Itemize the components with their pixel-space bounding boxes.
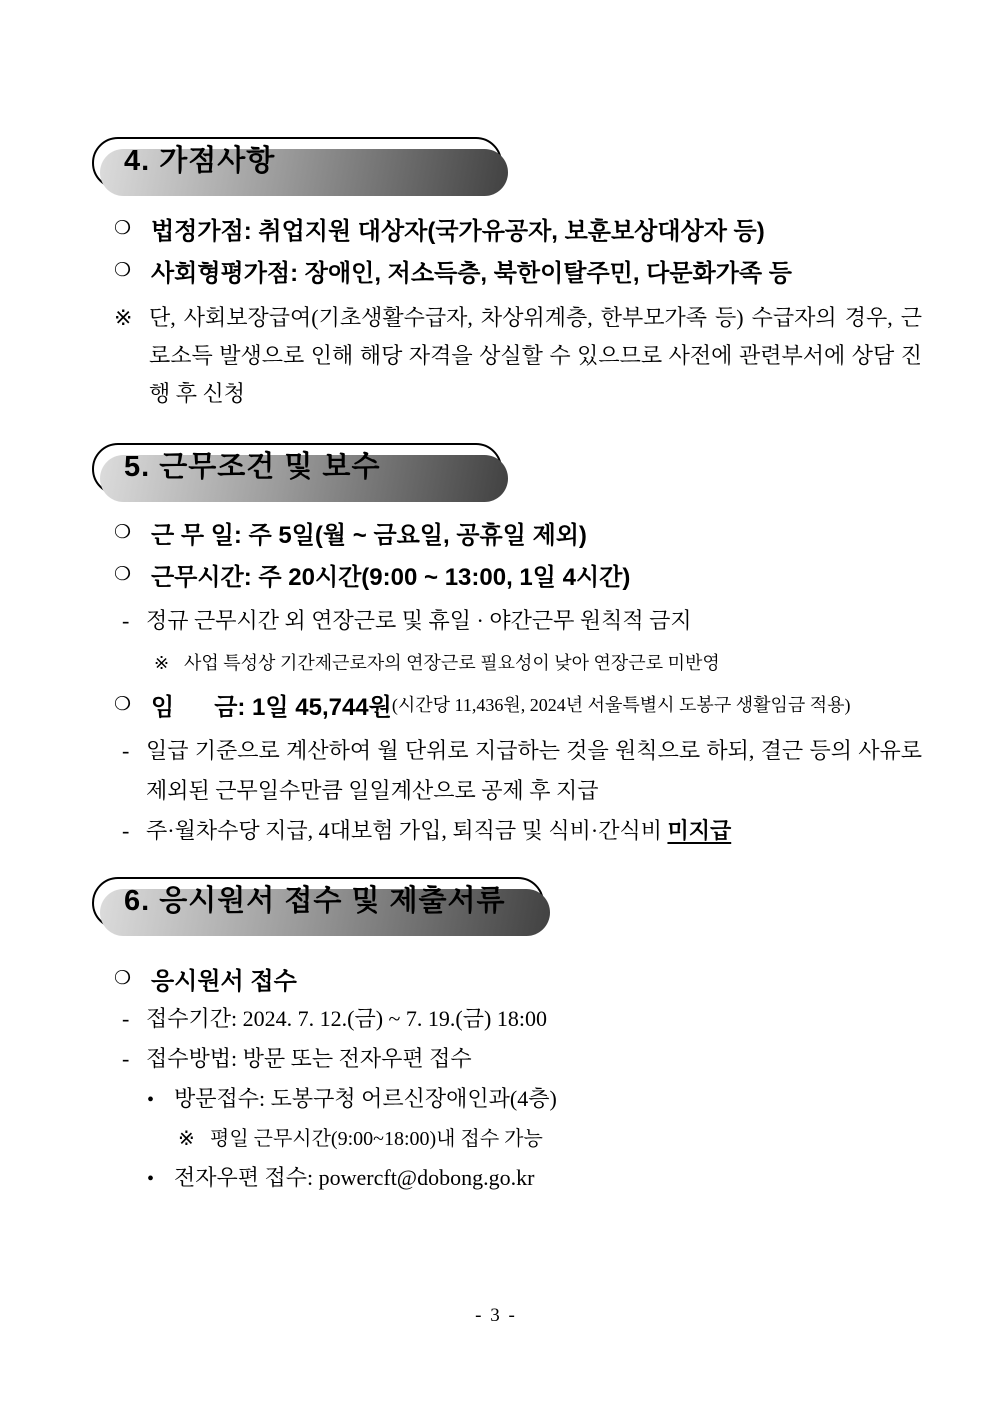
application-period-text: 접수기간: 2024. 7. 12.(금) ~ 7. 19.(금) 18:00 <box>146 1006 547 1031</box>
visit-receipt <box>147 1079 922 1120</box>
dash-bullet-icon: - <box>122 818 130 843</box>
visit-note <box>178 1120 922 1158</box>
wage-detail: (시간당 11,436원, 2024년 서울특별시 도봉구 생활임금 적용) <box>391 695 851 715</box>
reference-mark-icon: ※ <box>154 653 170 673</box>
list-item-wage <box>114 681 922 727</box>
wage-label: 임 금: <box>151 693 246 721</box>
section-header-application <box>92 877 544 929</box>
section-title: 6. 응시원서 접수 및 제출서류 <box>124 885 506 917</box>
circle-bullet-icon: ❍ <box>114 563 132 585</box>
benefits-text: 주·월차수당 지급, 4대보험 가입, 퇴직금 및 식비·간식비 <box>146 818 668 843</box>
list-item-text: 법정가점: 취업지원 대상자(국가유공자, 보훈보상대상자 등) <box>151 217 765 245</box>
circle-bullet-icon: ❍ <box>114 217 132 239</box>
overtime-rule <box>122 601 922 641</box>
list-item-text: 근 무 일: 주 5일(월 ~ 금요일, 공휴일 제외) <box>151 521 587 549</box>
caution-note <box>114 299 922 413</box>
caution-note-text: 단, 사회보장급여(기초생활수급자, 차상위계층, 한부모가족 등) 수급자의 경우, 근로소득 발생으로 인해 해당 자격을 상실할 수 있으므로 사전에 관련부서에 상담 진행 후 신청 <box>149 305 922 406</box>
dash-bullet-icon: - <box>122 1006 130 1031</box>
wage-calc-rule <box>122 731 922 811</box>
reference-mark-icon: ※ <box>178 1128 195 1150</box>
benefits-emphasis: 미지급 <box>667 818 732 843</box>
circle-bullet-icon: ❍ <box>114 967 132 989</box>
overtime-rule-text: 정규 근무시간 외 연장근로 및 휴일 · 야간근무 원칙적 금지 <box>146 608 692 633</box>
benefits-rule <box>122 811 922 851</box>
circle-bullet-icon: ❍ <box>114 693 132 715</box>
dash-bullet-icon: - <box>122 1046 130 1071</box>
wage-value: 1일 45,744원 <box>245 693 392 721</box>
overtime-note-text: 사업 특성상 기간제근로자의 연장근로 필요성이 낮아 연장근로 미반영 <box>184 653 720 673</box>
list-item-work-days <box>114 511 922 553</box>
email-receipt <box>147 1158 922 1199</box>
section-header-extra-points <box>92 137 502 189</box>
subsection-title: 응시원서 접수 <box>151 967 297 995</box>
list-item-application-receipt <box>114 957 922 999</box>
section-header-work-conditions <box>92 443 502 495</box>
visit-note-text: 평일 근무시간(9:00~18:00)내 접수 가능 <box>210 1128 543 1150</box>
overtime-note <box>154 647 922 679</box>
list-item-legal-bonus <box>114 207 922 249</box>
dash-bullet-icon: - <box>122 738 130 763</box>
benefits-rule-text <box>146 811 731 851</box>
circle-bullet-icon: ❍ <box>114 259 132 281</box>
email-receipt-text: 전자우편 접수: powercft@dobong.go.kr <box>174 1165 535 1190</box>
list-item-text: 사회형평가점: 장애인, 저소득층, 북한이탈주민, 다문화가족 등 <box>151 259 792 287</box>
dot-bullet-icon: • <box>147 1089 155 1111</box>
circle-bullet-icon: ❍ <box>114 521 132 543</box>
application-period <box>122 999 922 1039</box>
section-title: 4. 가점사항 <box>124 145 276 177</box>
list-item-text: 근무시간: 주 20시간(9:00 ~ 13:00, 1일 4시간) <box>151 563 631 591</box>
page-number: - 3 - <box>475 1305 517 1326</box>
dot-bullet-icon: • <box>147 1168 155 1190</box>
application-method <box>122 1039 922 1079</box>
wage-calc-rule-text: 일급 기준으로 계산하여 월 단위로 지급하는 것을 원칙으로 하되, 결근 등의 사유로 제외된 근무일수만큼 일일계산으로 공제 후 지급 <box>146 738 922 803</box>
list-item-equity-bonus <box>114 249 922 291</box>
dash-bullet-icon: - <box>122 608 130 633</box>
list-item-work-hours <box>114 553 922 595</box>
application-method-text: 접수방법: 방문 또는 전자우편 접수 <box>146 1046 472 1071</box>
section-title: 5. 근무조건 및 보수 <box>124 451 381 483</box>
reference-mark-icon: ※ <box>114 305 133 330</box>
visit-receipt-text: 방문접수: 도봉구청 어르신장애인과(4층) <box>174 1086 557 1111</box>
